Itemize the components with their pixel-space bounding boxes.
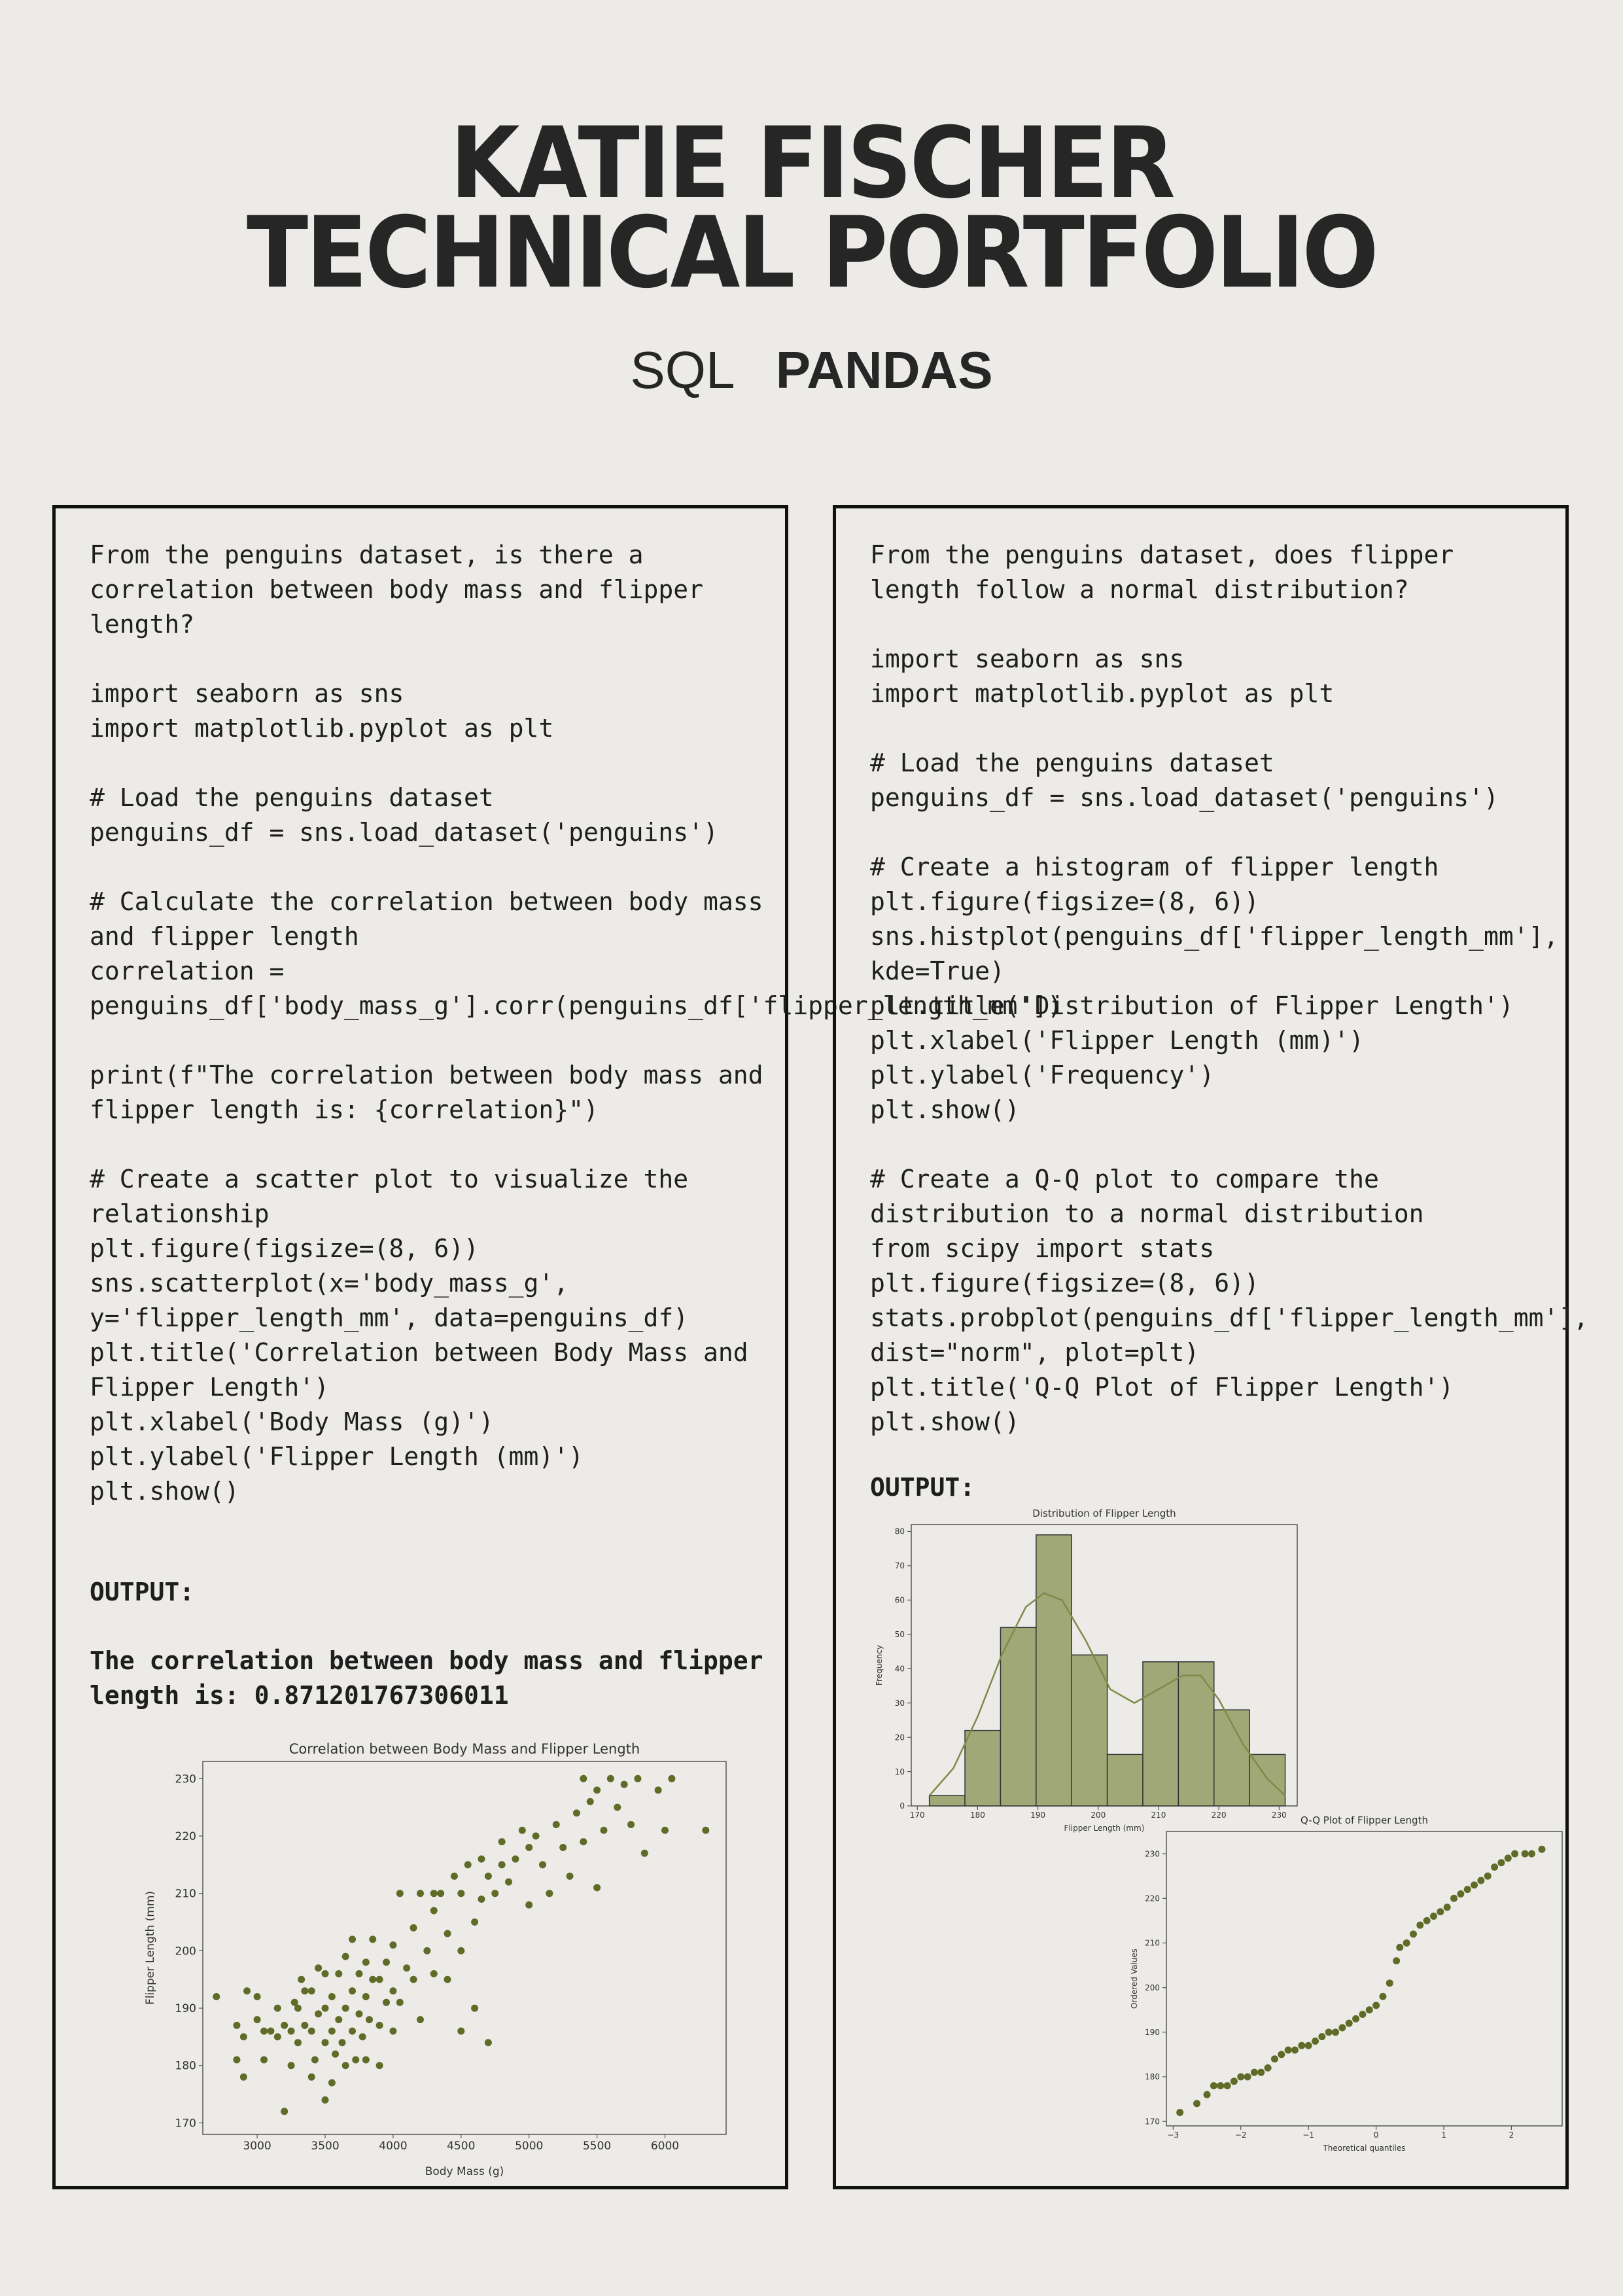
scatter-point: [567, 1873, 574, 1880]
scatter-point: [471, 1918, 478, 1926]
scatter-point: [315, 1964, 322, 1971]
qq-point: [1257, 2069, 1265, 2076]
qq-point: [1528, 1850, 1535, 1858]
scatter-point: [512, 1856, 519, 1863]
scatter-point: [546, 1890, 553, 1897]
y-tick-label: 200: [175, 1945, 196, 1958]
chart-title: Q-Q Plot of Flipper Length: [1300, 1814, 1428, 1826]
correlation-output-label: OUTPUT:: [90, 1578, 195, 1606]
qq-point: [1278, 2051, 1285, 2058]
scatter-point: [322, 2096, 329, 2104]
scatter-point: [389, 1987, 396, 1994]
scatter-point: [614, 1804, 621, 1811]
qq-point: [1291, 2047, 1299, 2054]
qq-point: [1359, 2011, 1366, 2018]
x-tick-label: −2: [1234, 2130, 1247, 2140]
plot-frame: [203, 1761, 726, 2134]
scatter-point: [573, 1809, 580, 1816]
y-tick-label: 170: [175, 2117, 196, 2130]
scatter-point: [240, 2074, 247, 2081]
scatter-point: [641, 1850, 648, 1857]
y-tick-label: 230: [1145, 1849, 1160, 1859]
scatter-point: [342, 2062, 349, 2069]
histogram-bar: [1036, 1535, 1072, 1806]
scatter-point: [359, 2033, 366, 2040]
scatter-point: [593, 1786, 601, 1793]
scatter-point: [464, 1861, 472, 1868]
scatter-point: [593, 1884, 601, 1891]
scatter-point: [260, 2028, 268, 2035]
scatter-point: [352, 2057, 359, 2064]
distribution-panel: [833, 505, 1589, 2189]
y-tick-label: 0: [899, 1801, 905, 1811]
qq-point: [1538, 1846, 1545, 1853]
y-tick-label: 210: [175, 1887, 196, 1901]
qq-point: [1497, 1859, 1505, 1866]
scatter-point: [349, 1987, 356, 1994]
y-tick-label: 80: [894, 1527, 905, 1536]
scatter-point: [308, 2028, 315, 2035]
y-tick-label: 40: [894, 1664, 905, 1674]
x-tick-label: 210: [1151, 1810, 1166, 1820]
scatter-point: [254, 1993, 261, 2000]
qq-point: [1403, 1939, 1410, 1947]
y-tick-label: 60: [894, 1595, 905, 1605]
qq-point: [1237, 2074, 1244, 2081]
scatter-point: [342, 2005, 349, 2012]
distribution-output-label: OUTPUT:: [870, 1473, 975, 1502]
scatter-point: [485, 1873, 492, 1880]
scatter-point: [298, 1976, 305, 1983]
scatter-point: [525, 1844, 532, 1851]
scatter-point: [634, 1775, 641, 1782]
scatter-point: [274, 2005, 281, 2012]
distribution-code-block: From the penguins dataset, does flipper length follow a normal distribution? import seaborn as sns import matplotlib.pyplot as plt # Load the penguins dataset penguins_df = sns.load_dataset('penguins') # Create a histogram of flipper length plt.figure(figsize=(8, 6)) sns.histplot(penguins_df['flipper_length_mm'], kde=True) plt.title('Distribution of Flipper Length') plt.xlabel('Flipper Length (mm)') plt.ylabel('Frequency') plt.show() # Create a Q-Q plot to compare the distribution to a normal distribution from scipy import stats plt.figure(figsize=(8, 6)) stats.probplot(penguins_df['flipper_length_mm'], dist="norm", plot=plt) plt.title('Q-Q Plot of Flipper Length') plt.show(): [870, 540, 1589, 1436]
scatter-point: [430, 1970, 438, 1977]
qq-point: [1244, 2074, 1251, 2081]
x-tick-label: 5000: [515, 2140, 544, 2153]
scatter-point: [471, 2005, 478, 2012]
x-tick-label: 6000: [650, 2140, 680, 2153]
y-tick-label: 50: [894, 1630, 905, 1640]
scatter-point: [322, 1970, 329, 1977]
skill-tags: [0, 340, 1623, 400]
scatter-point: [362, 2057, 370, 2064]
scatter-point: [668, 1775, 675, 1782]
scatter-point: [376, 2022, 383, 2029]
x-tick-label: 2: [1509, 2130, 1514, 2140]
scatter-point: [498, 1861, 506, 1868]
qq-point: [1396, 1944, 1403, 1951]
scatter-point: [338, 2039, 345, 2046]
scatter-point: [366, 2016, 373, 2023]
scatter-point: [315, 2010, 322, 2017]
x-tick-label: 4000: [379, 2140, 408, 2153]
scatter-point: [444, 1976, 451, 1983]
scatter-point: [539, 1861, 546, 1868]
qq-point: [1230, 2077, 1238, 2085]
scatter-point: [457, 1947, 464, 1954]
chart-title: Correlation between Body Mass and Flipper Length: [288, 1741, 640, 1757]
scatter-point: [587, 1798, 594, 1805]
scatter-point: [335, 1970, 342, 1977]
scatter-point: [485, 2039, 492, 2046]
scatter-point: [294, 2039, 302, 2046]
scatter-point: [410, 1924, 417, 1932]
qq-point: [1372, 2002, 1380, 2009]
qq-point: [1332, 2028, 1339, 2036]
scatter-point: [342, 1953, 349, 1960]
scatter-point: [559, 1844, 567, 1851]
qq-point: [1522, 1850, 1529, 1858]
y-tick-label: 190: [175, 2002, 196, 2016]
scatter-point: [288, 2028, 295, 2035]
scatter-point: [525, 1901, 532, 1909]
qq-point: [1379, 1993, 1386, 2000]
x-axis-label: Theoretical quantiles: [1323, 2144, 1406, 2153]
tag-pandas: PANDAS: [775, 341, 993, 399]
x-axis-label: Body Mass (g): [425, 2165, 504, 2178]
qq-point: [1338, 2024, 1346, 2032]
scatter-point: [423, 1947, 430, 1954]
scatter-point: [301, 1987, 308, 1994]
scatter-point: [478, 1896, 485, 1903]
qq-point: [1318, 2033, 1325, 2040]
scatter-point: [233, 2022, 240, 2029]
scatter-point: [655, 1786, 662, 1793]
qq-point: [1285, 2047, 1292, 2054]
x-tick-label: 4500: [447, 2140, 476, 2153]
scatter-point: [553, 1821, 560, 1828]
scatter-point: [362, 1958, 370, 1966]
qq-point: [1450, 1895, 1457, 1902]
x-tick-label: 170: [909, 1810, 925, 1820]
scatter-point: [311, 2057, 319, 2064]
histogram-bar: [1072, 1655, 1107, 1806]
scatter-point: [369, 1935, 376, 1943]
qq-point: [1217, 2082, 1224, 2089]
chart-title: Distribution of Flipper Length: [1032, 1508, 1176, 1519]
scatter-point: [362, 1993, 370, 2000]
scatter-point: [335, 2016, 342, 2023]
y-tick-label: 210: [1145, 1938, 1160, 1948]
scatter-point: [417, 1890, 424, 1897]
qq-point: [1366, 2006, 1373, 2013]
scatter-point: [430, 1890, 438, 1897]
x-tick-label: 230: [1271, 1810, 1287, 1820]
correlation-code-block: From the penguins dataset, is there a correlation between body mass and flipper length? import seaborn as sns import matplotlib.pyplot as plt # Load the penguins dataset penguins_df = sns.load_dataset('penguins') # Calculate the correlation between body mass and flipper length correlation = penguins_df['body_mass_g'].corr(penguins_df['flipper_length_mm']) print(f"The correlation between body mass and flipper length is: {correlation}") # Create a scatter plot to visualize the relationship plt.figure(figsize=(8, 6)) sns.scatterplot(x='body_mass_g', y='flipper_length_mm', data=penguins_df) plt.title('Correlation between Body Mass and Flipper Length') plt.xlabel('Body Mass (g)') plt.ylabel('Flipper Length (mm)') plt.show(): [90, 540, 1063, 1506]
qq-point: [1471, 1881, 1478, 1888]
qq-point: [1464, 1886, 1471, 1893]
scatter-point: [383, 1999, 390, 2006]
qq-point: [1265, 2064, 1272, 2072]
scatter-point: [383, 1958, 390, 1966]
scatter-point: [322, 2005, 329, 2012]
correlation-output-result: The correlation between body mass and flipper length is: 0.871201767306011: [90, 1646, 778, 1710]
x-tick-label: 180: [969, 1810, 985, 1820]
scatter-point: [498, 1838, 506, 1845]
histogram-chart: [865, 1500, 1323, 1840]
scatter-point: [627, 1821, 635, 1828]
y-tick-label: 70: [894, 1561, 905, 1571]
scatter-point: [457, 1890, 464, 1897]
scatter-point: [580, 1775, 587, 1782]
scatter-point: [396, 1890, 404, 1897]
qq-point: [1423, 1917, 1431, 1924]
plot-frame: [1166, 1831, 1562, 2126]
x-tick-label: 220: [1211, 1810, 1227, 1820]
y-axis-label: Flipper Length (mm): [144, 1890, 157, 2005]
qq-point: [1193, 2100, 1200, 2107]
histogram-bar: [930, 1795, 965, 1806]
scatter-point: [332, 2051, 339, 2058]
scatter-point: [430, 1907, 438, 1915]
qq-point: [1312, 2038, 1319, 2045]
qq-point: [1416, 1922, 1423, 1929]
scatter-point: [355, 2010, 362, 2017]
portfolio-title-subtitle: TECHNICAL PORTFOLIO: [247, 196, 1376, 310]
scatter-point: [661, 1827, 669, 1834]
qq-point: [1491, 1863, 1498, 1871]
qq-point: [1444, 1903, 1451, 1911]
scatter-point: [621, 1781, 628, 1788]
scatter-chart: [124, 1732, 746, 2183]
y-tick-label: 180: [1145, 2072, 1160, 2082]
y-tick-label: 190: [1145, 2028, 1160, 2038]
qq-point: [1204, 2091, 1211, 2098]
scatter-point: [254, 2016, 261, 2023]
histogram-bar: [1178, 1662, 1213, 1806]
qq-point: [1224, 2082, 1231, 2089]
scatter-point: [349, 2028, 356, 2035]
y-axis-label: Frequency: [875, 1645, 884, 1686]
qq-point: [1210, 2082, 1217, 2089]
histogram-bar: [1000, 1627, 1036, 1806]
qq-point: [1457, 1890, 1464, 1898]
scatter-point: [580, 1838, 587, 1845]
scatter-point: [457, 2028, 464, 2035]
scatter-point: [281, 2022, 288, 2029]
y-tick-label: 20: [894, 1733, 905, 1742]
y-tick-label: 170: [1145, 2117, 1160, 2127]
scatter-point: [240, 2033, 247, 2040]
histogram-bar: [1143, 1662, 1178, 1806]
qq-point: [1251, 2069, 1258, 2076]
qq-point: [1393, 1957, 1400, 1964]
qq-point: [1505, 1854, 1512, 1862]
y-axis-label: Ordered Values: [1130, 1949, 1139, 2009]
scatter-point: [355, 1970, 362, 1977]
portfolio-title-name: KATIE FISCHER: [449, 107, 1174, 221]
y-tick-label: 220: [175, 1829, 196, 1843]
x-tick-label: 3000: [243, 2140, 271, 2153]
qq-point: [1298, 2042, 1305, 2049]
qq-point: [1410, 1930, 1417, 1937]
x-tick-label: 0: [1373, 2130, 1379, 2140]
qq-point: [1437, 1908, 1444, 1915]
scatter-point: [294, 2005, 302, 2012]
scatter-point: [243, 1987, 251, 1994]
scatter-point: [505, 1879, 512, 1886]
scatter-point: [267, 2028, 274, 2035]
x-tick-label: 190: [1030, 1810, 1046, 1820]
scatter-point: [491, 1890, 498, 1897]
scatter-point: [417, 2016, 424, 2023]
y-tick-label: 220: [1145, 1894, 1160, 1903]
y-tick-label: 230: [175, 1773, 196, 1786]
tag-sql: SQL: [630, 341, 735, 399]
qq-point: [1346, 2020, 1353, 2027]
qq-point: [1176, 2109, 1183, 2116]
scatter-point: [519, 1827, 526, 1834]
scatter-point: [349, 1935, 356, 1943]
scatter-point: [444, 1930, 451, 1937]
scatter-point: [301, 2022, 308, 2029]
scatter-point: [274, 2033, 281, 2040]
scatter-point: [281, 2108, 288, 2115]
scatter-point: [376, 2062, 383, 2069]
scatter-point: [437, 1890, 444, 1897]
scatter-point: [213, 1993, 220, 2000]
x-tick-label: −3: [1167, 2130, 1179, 2140]
qq-point: [1305, 2042, 1312, 2049]
scatter-point: [403, 1964, 410, 1971]
scatter-point: [328, 1993, 336, 2000]
qq-point: [1511, 1850, 1518, 1858]
y-tick-label: 180: [175, 2059, 196, 2073]
x-tick-label: 200: [1091, 1810, 1106, 1820]
scatter-point: [328, 2079, 336, 2087]
y-tick-label: 30: [894, 1698, 905, 1708]
scatter-point: [607, 1775, 614, 1782]
scatter-point: [702, 1827, 709, 1834]
y-tick-label: 10: [894, 1767, 905, 1776]
scatter-point: [288, 2062, 295, 2069]
histogram-bar: [1108, 1754, 1143, 1806]
scatter-point: [410, 1976, 417, 1983]
scatter-point: [600, 1827, 607, 1834]
qq-point: [1477, 1877, 1484, 1884]
scatter-point: [396, 1999, 404, 2006]
histogram-bar: [965, 1731, 1000, 1806]
scatter-point: [260, 2057, 268, 2064]
scatter-point: [389, 2028, 396, 2035]
y-tick-label: 200: [1145, 1983, 1160, 1992]
x-tick-label: −1: [1302, 2130, 1315, 2140]
qq-point: [1271, 2055, 1278, 2062]
scatter-point: [308, 1987, 315, 1994]
qq-plot-chart: [1094, 1810, 1565, 2174]
qq-point: [1325, 2028, 1333, 2036]
scatter-point: [308, 2074, 315, 2081]
scatter-point: [451, 1873, 458, 1880]
scatter-point: [322, 2039, 329, 2046]
x-tick-label: 3500: [311, 2140, 340, 2153]
scatter-point: [369, 1976, 376, 1983]
x-tick-label: 5500: [582, 2140, 612, 2153]
scatter-point: [328, 2028, 336, 2035]
scatter-point: [376, 1976, 383, 1983]
x-tick-label: 1: [1441, 2130, 1446, 2140]
qq-point: [1352, 2015, 1359, 2022]
x-axis-label: Flipper Length (mm): [1064, 1824, 1145, 1833]
scatter-point: [478, 1856, 485, 1863]
scatter-point: [532, 1833, 540, 1840]
qq-point: [1430, 1913, 1437, 1920]
qq-point: [1484, 1873, 1492, 1880]
scatter-point: [233, 2057, 240, 2064]
scatter-point: [389, 1941, 396, 1949]
qq-point: [1386, 1979, 1393, 1987]
